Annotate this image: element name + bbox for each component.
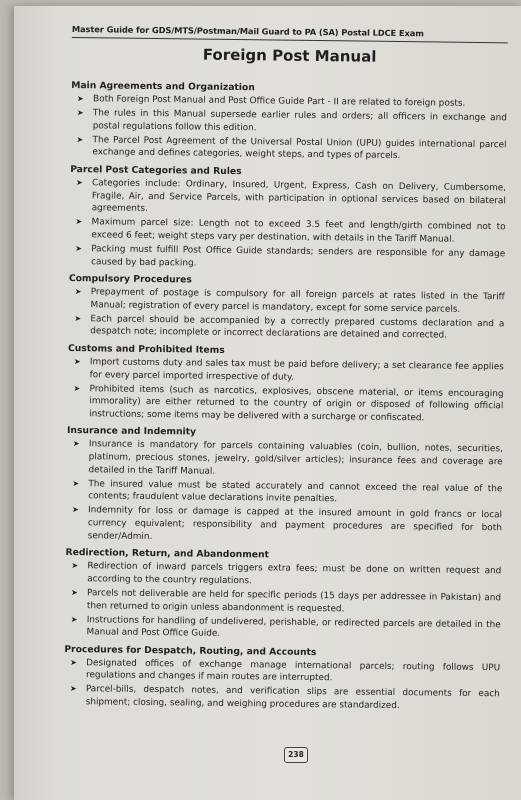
list-item: ➤ The rules in this Manual supersede earlier rules and orders; all officers in exchange and postal regulations follow this edition.: [76, 108, 507, 133]
list-item: ➤ Parcels not deliverable are held for specific periods (15 days per addressee in Pakistan) and then returned to origin unless abandonment is requested.: [71, 587, 502, 614]
section-heading: Parcel Post Categories and Rules: [70, 163, 242, 178]
arrow-bullet-icon: ➤: [75, 217, 83, 227]
section-customs: [67, 343, 504, 426]
section-heading: Redirection, Return, and Abandonment: [65, 547, 270, 561]
section-heading: Main Agreements and Organization: [71, 79, 255, 94]
list-item: ➤ Maximum parcel size: Length not to exceed 3.5 feet and length/girth combined not to exceed 6 feet; weight steps vary per destination, with details in the Tariff Manual.: [75, 217, 506, 245]
list-item: ➤ Insurance is mandatory for parcels containing valuables (coin, bullion, notes, securities, platinum, precious stones, jewelry, gold/silver articles); insurance fees and coverage are detailed in the Tariff Manual.: [72, 439, 503, 477]
arrow-bullet-icon: ➤: [76, 134, 84, 144]
list-item: ➤ Prepayment of postage is compulsory for all foreign parcels at rates listed in the Tariff Manual; registration of every parcel is mandatory, except for some service parcels.: [74, 287, 505, 315]
arrow-bullet-icon: ➤: [73, 383, 81, 393]
section-redirection: [64, 547, 501, 644]
arrow-bullet-icon: ➤: [76, 178, 83, 188]
arrow-bullet-icon: ➤: [76, 108, 84, 118]
list-item: ➤ Parcel-bills, despatch notes, and verification slips are essential documents for each shipment; closing, sealing, and weighing procedures are standardized.: [69, 684, 500, 712]
arrow-bullet-icon: ➤: [77, 94, 84, 104]
page-number: 238: [284, 747, 308, 763]
section-heading: Insurance and Indemnity: [66, 425, 197, 439]
arrow-bullet-icon: ➤: [71, 587, 78, 598]
section-parcel-categories: [69, 164, 506, 273]
list-item: ➤ Packing must fulfill Post Office Guide standards; senders are responsible for any damage caused by bad packing.: [75, 243, 506, 269]
list-item: ➤ Indemnity for loss or damage is capped at the insured amount in gold francs or local currency equivalent; responsibility and payment procedures are specified for both sender/Admin.: [72, 505, 503, 542]
list-item: ➤ The insured value must be stated accurately and cannot exceed the real value of the contents; fraudulent value declarations invite penalties.: [72, 478, 503, 505]
list-item: ➤ Each parcel should be accompanied by a correctly prepared customs declaration and a despatch note; incomplete or incorrect declarations are detained and corrected.: [74, 313, 505, 342]
list-item: ➤ Redirection of inward parcels triggers extra fees; must be done on written request and according to the country regulations.: [71, 561, 502, 587]
section-insurance: [66, 425, 503, 547]
arrow-bullet-icon: ➤: [74, 313, 82, 323]
section-main-agreements: [70, 80, 507, 164]
arrow-bullet-icon: ➤: [70, 614, 78, 624]
page-title: Foreign Post Manual: [202, 45, 377, 66]
arrow-bullet-icon: ➤: [73, 357, 81, 367]
book-page: [14, 6, 521, 800]
arrow-bullet-icon: ➤: [72, 478, 80, 488]
arrow-bullet-icon: ➤: [72, 505, 79, 515]
section-despatch: [64, 644, 501, 714]
list-item: ➤ Import customs duty and sales tax must be paid before delivery; a set clearance fee applies for every parcel imported irrespective of duty.: [73, 357, 504, 383]
section-heading: Customs and Prohibited Items: [67, 342, 225, 356]
list-item: ➤ Prohibited items (such as narcotics, explosives, obscene material, or items encouraging immorality) are either returned to the country of origin or disposed of following official instructions; some items may be delivered with a surcharge or confiscated.: [73, 383, 504, 424]
list-item: ➤ Both Foreign Post Manual and Post Office Guide Part - II are related to foreign posts.: [77, 94, 466, 109]
list-item: ➤ The Parcel Post Agreement of the Universal Postal Union (UPU) guides international parcel exchange and defines categories, weight steps, and types of parcels.: [76, 134, 507, 162]
list-item: ➤ Designated offices of exchange manage international parcels; routing follows UPU regulations and changes if main routes are interrupted.: [70, 657, 501, 684]
arrow-bullet-icon: ➤: [75, 243, 83, 254]
arrow-bullet-icon: ➤: [71, 561, 79, 571]
section-heading: Compulsory Procedures: [68, 273, 192, 286]
section-compulsory-procedures: [68, 273, 505, 343]
arrow-bullet-icon: ➤: [74, 287, 82, 297]
arrow-bullet-icon: ➤: [70, 657, 77, 667]
arrow-bullet-icon: ➤: [72, 439, 80, 449]
arrow-bullet-icon: ➤: [69, 684, 77, 694]
list-item: ➤ Categories include: Ordinary, Insured, Urgent, Express, Cash on Delivery, Cumbersome, Fragile, Air, and Service Parcels, with participation in optional services based on bilateral agreements.: [76, 178, 507, 215]
page-content: [64, 24, 508, 719]
running-head: Master Guide for GDS/MTS/Postman/Mail Guard to PA (SA) Postal LDCE Exam: [72, 24, 508, 43]
list-item: ➤ Instructions for handling of undelivered, perishable, or redirected parcels are detailed in the Manual and Post Office Guide.: [70, 614, 501, 640]
section-heading: Procedures for Despatch, Routing, and Accounts: [64, 643, 317, 658]
